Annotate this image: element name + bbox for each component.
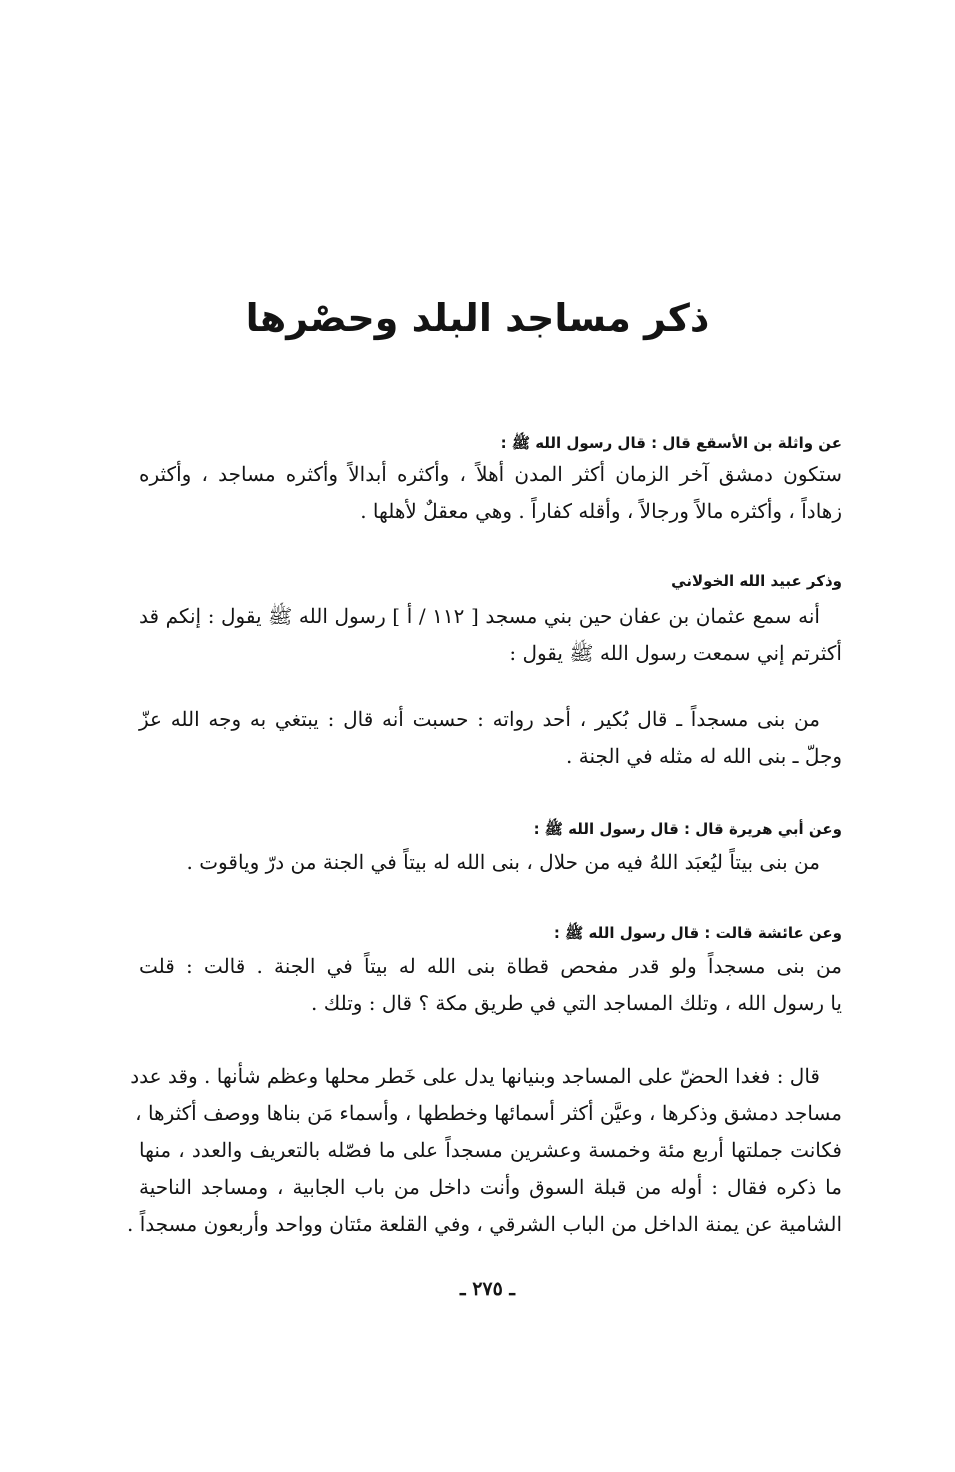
text-line: من بنى بيتاً ليُعبَد اللهُ فيه من حلال ، بنى الله له بيتاً في الجنة من درّ وياقوت .: [186, 850, 820, 874]
hadith-text: [139, 598, 842, 672]
hadith-section-2: [139, 568, 842, 672]
text-line: من بنى مسجداً ـ قال بُكير ، أحد رواته : حسبت أنه قال : يبتغي به وجه الله عزّ: [139, 707, 820, 731]
hadith-section-1: [139, 430, 842, 530]
hadith-text: [139, 701, 842, 775]
text-line: من بنى مسجداً ولو قدر مفحص قطاة بنى الله له بيتاً في الجنة . قالت : قلت: [139, 954, 842, 978]
hadith-text: [139, 456, 842, 530]
text-line: ما ذكره فقال : أوله من قبلة السوق وأنت داخل من باب الجابية ، ومساجد الناحية: [139, 1175, 842, 1199]
narration-intro: وذكر عبيد الله الخولاني: [671, 572, 842, 590]
text-line: فكانت جملتها أربع مئة وخمسة وعشرين مسجداً على ما فصّله بالتعريف والعدد ، منها: [139, 1138, 842, 1162]
text-line: الشامية عن يمنة الداخل من الباب الشرقي ، وفي القلعة مئتان وواحد وأربعون مسجداً .: [126, 1212, 842, 1236]
text-line: مساجد دمشق وذكرها ، وعيَّن أكثر أسمائها وخططها ، وأسماء مَن بناها ووصف أكثرها ،: [135, 1101, 842, 1125]
narration-intro: وعن أبي هريرة قال : قال رسول الله ﷺ :: [533, 820, 842, 838]
text-line: يا رسول الله ، وتلك المساجد التي في طريق مكة ؟ قال : وتلك .: [311, 991, 842, 1015]
text-line: زهاداً ، وأكثره مالاً ورجالاً ، وأقله كفاراً . وهي معقلٌ لأهلها .: [360, 499, 842, 523]
text-line: أنه سمع عثمان بن عفان حين بني مسجد [ ١١٢ / أ ] رسول الله ﷺ يقول : إنكم قد: [139, 604, 820, 628]
text-line: أكثرتم إني سمعت رسول الله ﷺ يقول :: [509, 641, 842, 665]
commentary-text: [126, 1058, 842, 1243]
text-line: ستكون دمشق آخر الزمان أكثر المدن أهلاً ، وأكثره أبدالاً وأكثره مساجد ، وأكثره: [139, 462, 842, 486]
chapter-title: ذكر مساجد البلد وحصْرها: [245, 296, 710, 340]
page-number: ـ ٢٧٥ ـ: [460, 1278, 515, 1300]
hadith-section-5: [139, 920, 842, 1022]
narration-intro: عن واثلة بن الأسقع قال : قال رسول الله ﷺ :: [500, 434, 842, 452]
hadith-section-4: [139, 816, 842, 881]
hadith-text: [139, 948, 842, 1022]
text-line: وجلّ ـ بنى الله له مثله في الجنة .: [566, 744, 842, 768]
commentary-paragraph: [126, 1058, 842, 1243]
hadith-section-3: [139, 701, 842, 775]
narration-intro: وعن عائشة قالت : قال رسول الله ﷺ :: [553, 924, 842, 942]
text-line: قال : فغدا الحضّ على المساجد وبنيانها يدل على خَطر محلها وعظم شأنها . وقد عدد: [130, 1064, 820, 1088]
hadith-text: [139, 844, 842, 881]
